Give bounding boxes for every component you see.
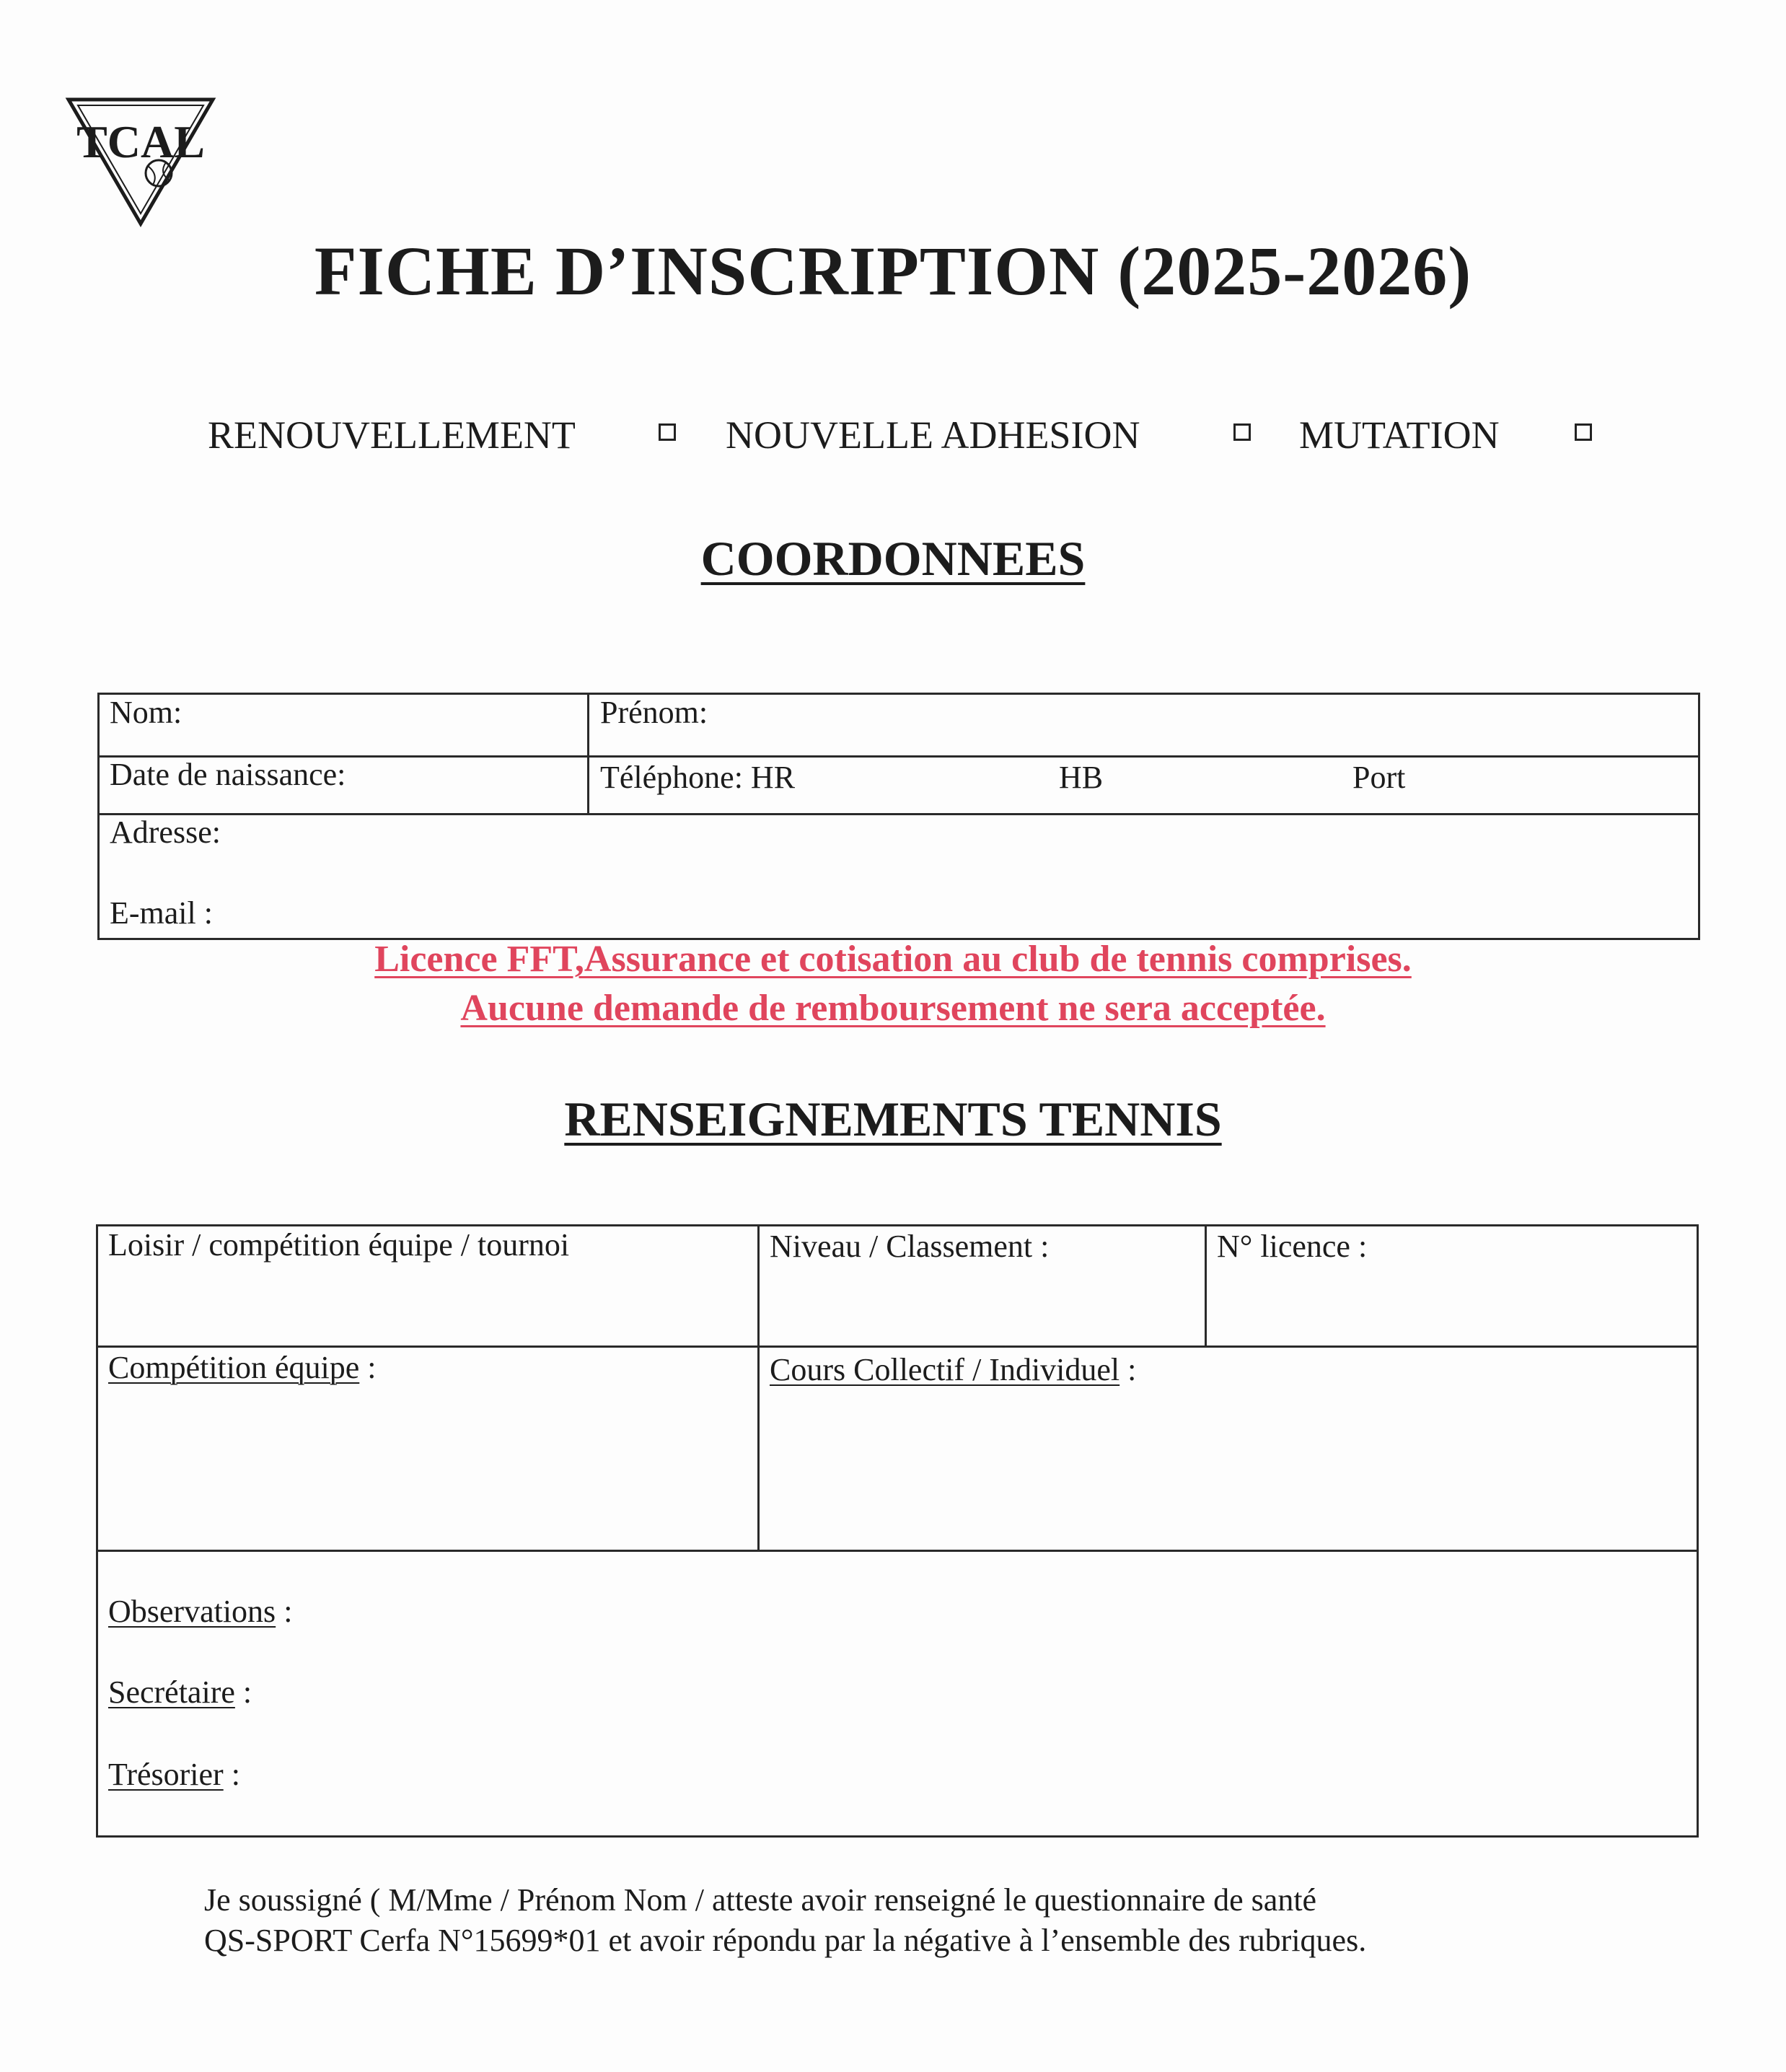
renseignements-tennis-heading: RENSEIGNEMENTS TENNIS xyxy=(564,1092,1222,1146)
nom-field[interactable]: Nom: xyxy=(110,695,182,730)
observations-label: Observations xyxy=(108,1594,276,1629)
coordonnees-row-divider-2 xyxy=(97,813,1700,815)
tresorier-label: Trésorier xyxy=(108,1757,224,1792)
tresorier-field[interactable] xyxy=(108,1756,240,1793)
tennis-table xyxy=(96,1224,1699,1838)
observations-field[interactable] xyxy=(108,1593,292,1630)
attestation-line-1: Je soussigné ( M/Mme / Prénom Nom / atteste avoir renseigné le questionnaire de santé xyxy=(204,1882,1317,1918)
option-nouvelle-adhesion-checkbox[interactable] xyxy=(1233,423,1251,441)
logo-triangle xyxy=(65,94,216,227)
option-mutation-checkbox[interactable] xyxy=(1575,423,1592,441)
prenom-field[interactable]: Prénom: xyxy=(600,695,708,730)
coordonnees-table xyxy=(97,693,1700,940)
competition-equipe-field[interactable] xyxy=(108,1349,377,1386)
competition-equipe-colon: : xyxy=(359,1350,377,1385)
notice-line-1: Licence FFT,Assurance et cotisation au club de tennis comprises. xyxy=(374,939,1412,980)
attestation-line-2: QS-SPORT Cerfa N°15699*01 et avoir répondu par la négative à l’ensemble des rubriques. xyxy=(204,1923,1367,1958)
tennis-col-divider-1 xyxy=(757,1224,760,1552)
option-nouvelle-adhesion-label: NOUVELLE ADHESION xyxy=(726,413,1140,457)
competition-equipe-label: Compétition équipe xyxy=(108,1350,360,1385)
option-renouvellement-label: RENOUVELLEMENT xyxy=(208,413,576,457)
observations-colon: : xyxy=(276,1594,293,1629)
tennis-row-divider-1 xyxy=(96,1346,1699,1348)
cours-field[interactable] xyxy=(770,1351,1136,1388)
date-naissance-field[interactable]: Date de naissance: xyxy=(110,757,346,792)
tennis-row-divider-2 xyxy=(96,1550,1699,1552)
coordonnees-col-divider xyxy=(587,693,589,815)
email-field[interactable]: E-mail : xyxy=(110,895,213,931)
telephone-port-field[interactable]: Port xyxy=(1352,760,1406,795)
notice-line-2: Aucune demande de remboursement ne sera acceptée. xyxy=(460,988,1326,1029)
telephone-hr-field[interactable]: Téléphone: HR xyxy=(600,760,796,795)
tennis-col-divider-2 xyxy=(1205,1224,1207,1348)
adresse-field[interactable]: Adresse: xyxy=(110,815,221,850)
secretaire-colon: : xyxy=(234,1674,252,1710)
secretaire-field[interactable] xyxy=(108,1674,252,1711)
tresorier-colon: : xyxy=(223,1757,240,1792)
telephone-hb-field[interactable]: HB xyxy=(1059,760,1104,795)
logo-text: TCAL xyxy=(76,116,205,167)
cours-label: Cours Collectif / Individuel xyxy=(770,1352,1120,1387)
niveau-classement-field[interactable]: Niveau / Classement : xyxy=(770,1229,1050,1264)
page-title: FICHE D’INSCRIPTION (2025-2026) xyxy=(314,232,1472,310)
licence-number-field[interactable]: N° licence : xyxy=(1217,1229,1368,1264)
coordonnees-heading: COORDONNEES xyxy=(700,531,1086,586)
type-pratique-field[interactable]: Loisir / compétition équipe / tournoi xyxy=(108,1227,570,1263)
club-logo xyxy=(65,94,216,227)
option-mutation-label: MUTATION xyxy=(1299,413,1500,457)
option-renouvellement-checkbox[interactable] xyxy=(659,423,676,441)
secretaire-label: Secrétaire xyxy=(108,1674,235,1710)
cours-colon: : xyxy=(1119,1352,1137,1387)
